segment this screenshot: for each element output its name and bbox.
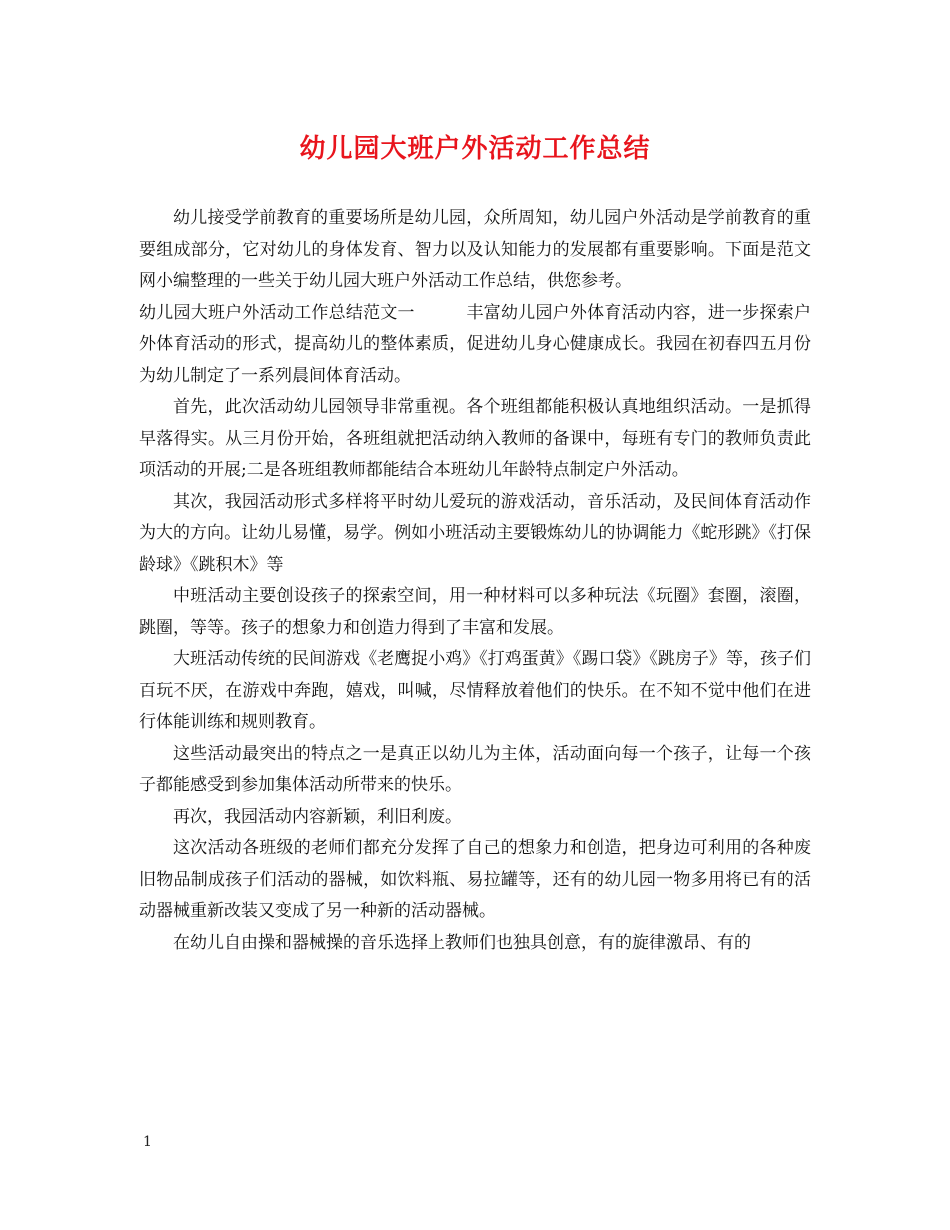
paragraph: 在幼儿自由操和器械操的音乐选择上教师们也独具创意，有的旋律激昂、有的	[173, 932, 751, 953]
paragraph: 其次，我园活动形式多样将平时幼儿爱玩的游戏活动，音乐活动，及民间体育活动作为大的方向。让幼儿易懂，易学。例如小班活动主要锻炼幼儿的协调能力《蛇形跳》《打保龄球》《跳积木》等	[139, 491, 811, 575]
page-number: 1	[143, 1134, 152, 1150]
paragraph: 再次，我园活动内容新颖，利旧利废。	[173, 806, 462, 827]
document-title: 幼儿园大班户外活动工作总结	[299, 134, 651, 164]
paragraph: 幼儿接受学前教育的重要场所是幼儿园，众所周知，幼儿园户外活动是学前教育的重要组成部分，它对幼儿的身体发育、智力以及认知能力的发展都有重要影响。下面是范文网小编整理的一些关于幼儿园大班户外活动工作总结，供您参考。	[139, 208, 811, 291]
paragraph: 幼儿园大班户外活动工作总结范文一 丰富幼儿园户外体育活动内容，进一步探索户外体育活动的形式，提高幼儿的整体素质，促进幼儿身心健康成长。我园在初春四五月份为幼儿制定了一系列晨间体育活动。	[139, 302, 811, 386]
document-body	[139, 203, 811, 959]
paragraph: 这次活动各班级的老师们都充分发挥了自己的想象力和创造，把身边可利用的各种废旧物品制成孩子们活动的器械，如饮料瓶、易拉罐等，还有的幼儿园一物多用将已有的活动器械重新改装又变成了另一种新的活动器械。	[139, 838, 811, 921]
paragraph: 这些活动最突出的特点之一是真正以幼儿为主体，活动面向每一个孩子，让每一个孩子都能感受到参加集体活动所带来的快乐。	[139, 743, 811, 795]
paragraph: 首先，此次活动幼儿园领导非常重视。各个班组都能积极认真地组织活动。一是抓得早落得实。从三月份开始，各班组就把活动纳入教师的备课中，每班有专门的教师负责此项活动的开展;二是各班组教师都能结合本班幼儿年龄特点制定户外活动。	[139, 397, 811, 480]
paragraph: 中班活动主要创设孩子的探索空间，用一种材料可以多种玩法《玩圈》套圈，滚圈，跳圈，等等。孩子的想象力和创造力得到了丰富和发展。	[139, 586, 811, 638]
paragraph: 大班活动传统的民间游戏《老鹰捉小鸡》《打鸡蛋黄》《踢口袋》《跳房子》等，孩子们百玩不厌，在游戏中奔跑，嬉戏，叫喊，尽情释放着他们的快乐。在不知不觉中他们在进行体能训练和规则教育。	[139, 649, 811, 732]
